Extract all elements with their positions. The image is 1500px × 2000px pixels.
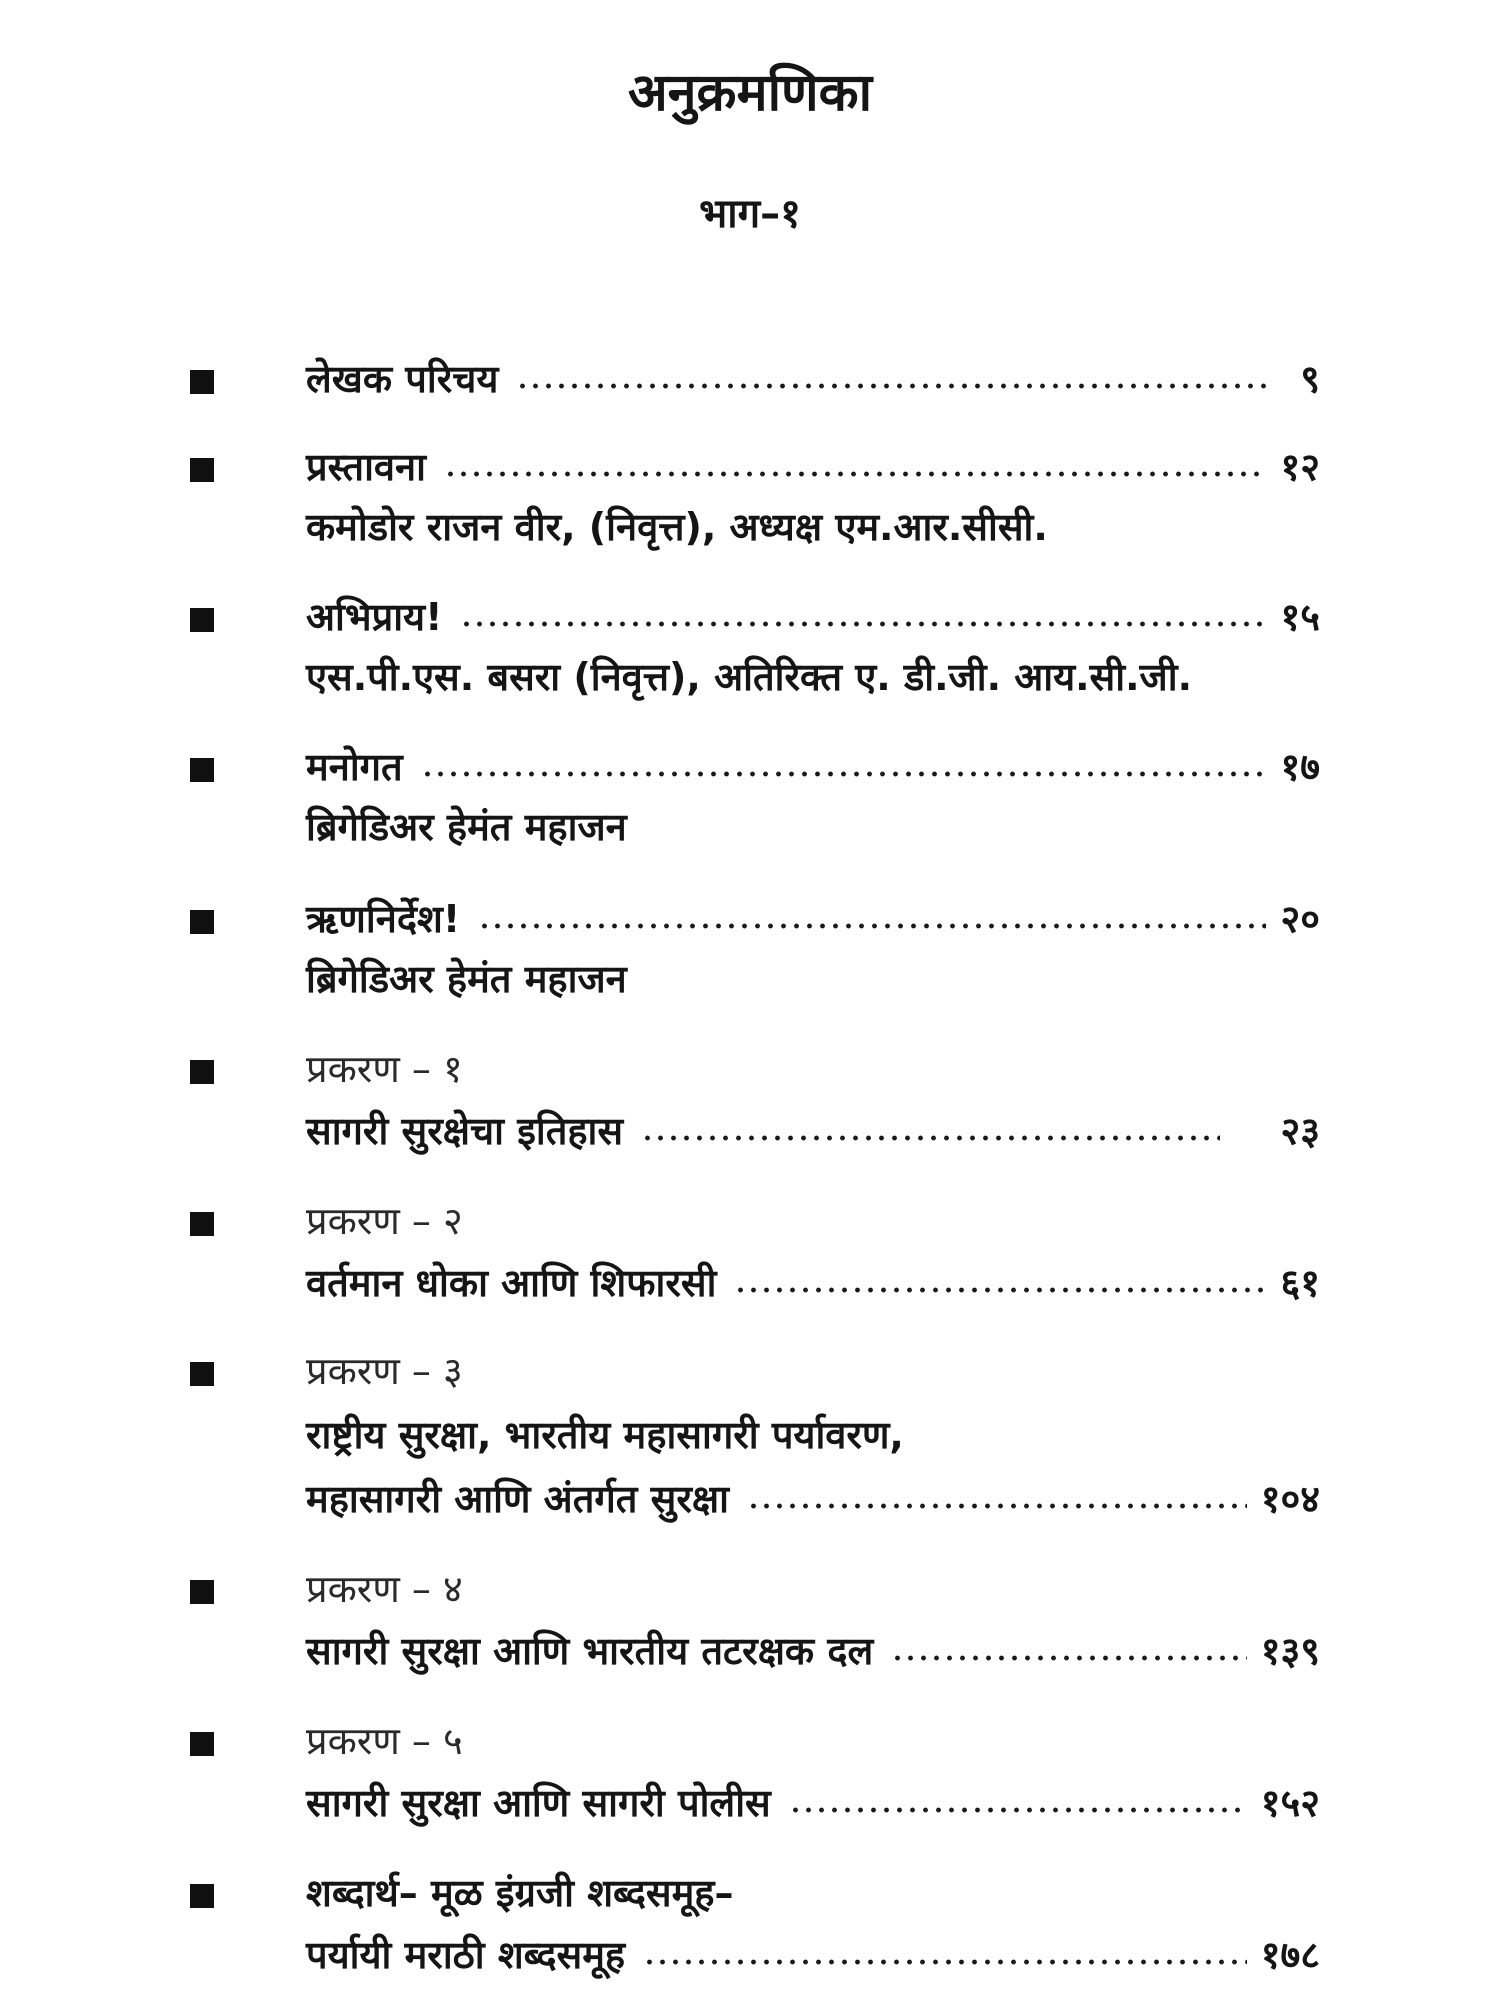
toc-title-first-line: राष्ट्रीय सुरक्षा, भारतीय महासागरी पर्यावरण, bbox=[306, 1413, 904, 1457]
toc-title: लेखक परिचय bbox=[306, 357, 499, 401]
bullet-square-icon bbox=[190, 910, 214, 934]
toc-title-line bbox=[306, 1622, 1320, 1680]
dot-leader bbox=[734, 1282, 1266, 1298]
dot-leader bbox=[891, 1650, 1246, 1666]
toc-title-line bbox=[306, 1254, 1320, 1312]
bullet-square-icon bbox=[190, 1060, 214, 1084]
bullet-square-icon bbox=[190, 370, 214, 394]
toc-title: महासागरी आणि अंतर्गत सुरक्षा bbox=[306, 1477, 729, 1521]
toc-title: ऋणनिर्देश! bbox=[306, 897, 461, 941]
toc-title: प्रस्तावना bbox=[306, 445, 426, 489]
bullet-square-icon bbox=[190, 1362, 214, 1386]
toc-page-number: २० bbox=[1280, 897, 1320, 941]
toc-page-number: ९ bbox=[1300, 357, 1320, 401]
toc-title: मनोगत bbox=[306, 745, 403, 789]
toc-author: कमोडोर राजन वीर, (निवृत्त), अध्यक्ष एम.आर.सीसी. bbox=[306, 505, 1048, 549]
toc-chapter-label: प्रकरण – ३ bbox=[306, 1349, 463, 1393]
toc-title-line bbox=[306, 588, 1320, 646]
toc-title-line bbox=[306, 350, 1320, 408]
dot-leader bbox=[460, 616, 1266, 632]
toc-page-number: १०४ bbox=[1260, 1477, 1320, 1521]
dot-leader bbox=[516, 378, 1266, 394]
toc-chapter-label: प्रकरण – १ bbox=[306, 1047, 463, 1091]
toc-author: एस.पी.एस. बसरा (निवृत्त), अतिरिक्त ए. डी.जी. आय.सी.जी. bbox=[306, 655, 1193, 699]
toc-title: सागरी सुरक्षा आणि भारतीय तटरक्षक दल bbox=[306, 1629, 874, 1673]
part-heading: भाग–१ bbox=[699, 191, 801, 237]
toc-title: सागरी सुरक्षा आणि सागरी पोलीस bbox=[306, 1781, 771, 1825]
bullet-square-icon bbox=[190, 1212, 214, 1236]
dot-leader bbox=[478, 918, 1266, 934]
toc-page-number: १५ bbox=[1280, 595, 1320, 639]
toc-title-first-line: शब्दार्थ– मूळ इंग्रजी शब्दसमूह– bbox=[306, 1871, 734, 1915]
toc-chapter-label: प्रकरण – ५ bbox=[306, 1719, 463, 1763]
toc-page-number: १७८ bbox=[1260, 1933, 1320, 1977]
toc-title: वर्तमान धोका आणि शिफारसी bbox=[306, 1261, 717, 1305]
bullet-square-icon bbox=[190, 1580, 214, 1604]
dot-leader bbox=[444, 466, 1266, 482]
dot-leader bbox=[643, 1954, 1247, 1970]
toc-page-number: १३९ bbox=[1260, 1629, 1320, 1673]
dot-leader bbox=[641, 1130, 1220, 1146]
dot-leader bbox=[421, 766, 1266, 782]
dot-leader bbox=[747, 1498, 1247, 1514]
bullet-square-icon bbox=[190, 608, 214, 632]
toc-page-number: १५२ bbox=[1260, 1781, 1320, 1825]
toc-title-line bbox=[306, 1774, 1320, 1832]
bullet-square-icon bbox=[190, 458, 214, 482]
toc-title-line bbox=[306, 1926, 1320, 1984]
toc-title-line bbox=[306, 738, 1320, 796]
toc-author: ब्रिगेडिअर हेमंत महाजन bbox=[306, 805, 627, 849]
toc-title-line bbox=[306, 1470, 1320, 1528]
toc-page-number: १७ bbox=[1280, 745, 1320, 789]
toc-page-number: १२ bbox=[1280, 445, 1320, 489]
toc-title: अभिप्राय! bbox=[306, 595, 443, 639]
toc-page-number: ६१ bbox=[1280, 1261, 1320, 1305]
toc-title-line bbox=[306, 890, 1320, 948]
bullet-square-icon bbox=[190, 758, 214, 782]
toc-chapter-label: प्रकरण – ४ bbox=[306, 1567, 463, 1611]
bullet-square-icon bbox=[190, 1884, 214, 1908]
toc-author: ब्रिगेडिअर हेमंत महाजन bbox=[306, 957, 627, 1001]
toc-title: सागरी सुरक्षेचा इतिहास bbox=[306, 1109, 624, 1153]
toc-title-line bbox=[306, 438, 1320, 496]
toc-page-number: २३ bbox=[1280, 1109, 1320, 1153]
page-title: अनुक्रमणिका bbox=[627, 63, 873, 123]
toc-chapter-label: प्रकरण – २ bbox=[306, 1199, 463, 1243]
bullet-square-icon bbox=[190, 1732, 214, 1756]
toc-title-line bbox=[306, 1102, 1320, 1160]
dot-leader bbox=[789, 1802, 1247, 1818]
toc-title: पर्यायी मराठी शब्दसमूह bbox=[306, 1933, 626, 1977]
